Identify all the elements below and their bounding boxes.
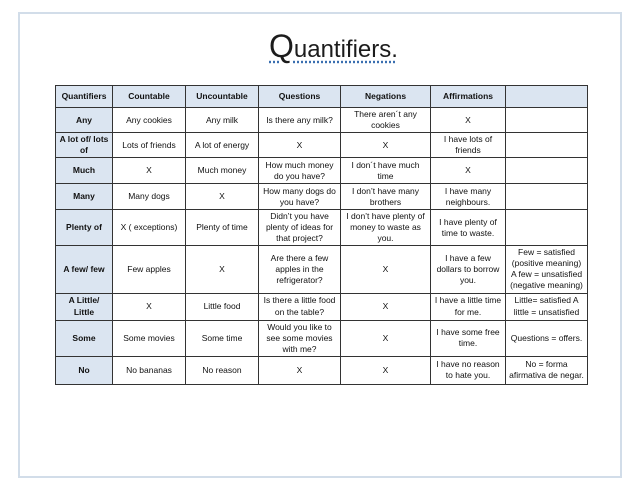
cell-affirmation: I have plenty of time to waste.	[431, 210, 506, 246]
row-quantifier: Any	[56, 108, 113, 133]
cell-negation: X	[341, 320, 431, 356]
row-quantifier: Some	[56, 320, 113, 356]
cell-question: X	[259, 356, 341, 384]
table-row	[56, 293, 588, 320]
cell-note: Little= satisfied A little = unsatisfied	[506, 293, 588, 320]
cell-negation: X	[341, 293, 431, 320]
cell-note: Questions = offers.	[506, 320, 588, 356]
cell-affirmation: I have no reason to hate you.	[431, 356, 506, 384]
row-quantifier: A Little/ Little	[56, 293, 113, 320]
cell-question: Would you like to see some movies with me?	[259, 320, 341, 356]
header-notes	[506, 86, 588, 108]
table-row	[56, 356, 588, 384]
cell-note	[506, 210, 588, 246]
cell-affirmation: I have lots of friends	[431, 133, 506, 158]
cell-note	[506, 158, 588, 184]
cell-uncountable: Little food	[186, 293, 259, 320]
cell-negation: I don´t have much time	[341, 158, 431, 184]
cell-uncountable: X	[186, 184, 259, 210]
cell-countable: Some movies	[113, 320, 186, 356]
cell-negation: I don’t have many brothers	[341, 184, 431, 210]
table-row	[56, 210, 588, 246]
header-questions: Questions	[259, 86, 341, 108]
table-row	[56, 320, 588, 356]
cell-question: Didn’t you have plenty of ideas for that project?	[259, 210, 341, 246]
cell-countable: X ( exceptions)	[113, 210, 186, 246]
cell-uncountable: A lot of energy	[186, 133, 259, 158]
cell-negation: X	[341, 246, 431, 293]
cell-negation: I don’t have plenty of money to waste as you.	[341, 210, 431, 246]
cell-question: How many dogs do you have?	[259, 184, 341, 210]
header-negations: Negations	[341, 86, 431, 108]
cell-countable: Few apples	[113, 246, 186, 293]
table-row	[56, 246, 588, 293]
cell-countable: X	[113, 158, 186, 184]
cell-affirmation: I have a little time for me.	[431, 293, 506, 320]
cell-uncountable: Much money	[186, 158, 259, 184]
cell-uncountable: X	[186, 246, 259, 293]
row-quantifier: Much	[56, 158, 113, 184]
cell-note: No = forma afirmativa de negar.	[506, 356, 588, 384]
table-row	[56, 108, 588, 133]
row-quantifier: A few/ few	[56, 246, 113, 293]
cell-question: Is there a little food on the table?	[259, 293, 341, 320]
cell-negation: X	[341, 356, 431, 384]
cell-uncountable: Any milk	[186, 108, 259, 133]
table-row	[56, 158, 588, 184]
cell-note	[506, 133, 588, 158]
cell-question: How much money do you have?	[259, 158, 341, 184]
cell-countable: Many dogs	[113, 184, 186, 210]
cell-affirmation: X	[431, 158, 506, 184]
cell-uncountable: Plenty of time	[186, 210, 259, 246]
title-capital-letter: Q	[269, 28, 294, 64]
header-quantifiers: Quantifiers	[56, 86, 113, 108]
header-countable: Countable	[113, 86, 186, 108]
cell-negation: There aren´t any cookies	[341, 108, 431, 133]
header-uncountable: Uncountable	[186, 86, 259, 108]
quantifiers-table	[55, 85, 588, 385]
header-affirmations: Affirmations	[431, 86, 506, 108]
cell-uncountable: Some time	[186, 320, 259, 356]
table-row	[56, 133, 588, 158]
row-quantifier: Plenty of	[56, 210, 113, 246]
cell-countable: X	[113, 293, 186, 320]
cell-affirmation: I have a few dollars to borrow you.	[431, 246, 506, 293]
cell-uncountable: No reason	[186, 356, 259, 384]
cell-affirmation: I have many neighbours.	[431, 184, 506, 210]
cell-question: Are there a few apples in the refrigerator?	[259, 246, 341, 293]
cell-countable: No bananas	[113, 356, 186, 384]
cell-negation: X	[341, 133, 431, 158]
cell-countable: Lots of friends	[113, 133, 186, 158]
row-quantifier: No	[56, 356, 113, 384]
cell-affirmation: X	[431, 108, 506, 133]
cell-question: Is there any milk?	[259, 108, 341, 133]
table-row	[56, 184, 588, 210]
title-rest: uantifiers.	[293, 36, 398, 63]
cell-question: X	[259, 133, 341, 158]
row-quantifier: Many	[56, 184, 113, 210]
page-title	[269, 30, 398, 62]
cell-countable: Any cookies	[113, 108, 186, 133]
cell-note: Few = satisfied (positive meaning) A few = unsatisfied (negative meaning)	[506, 246, 588, 293]
row-quantifier: A lot of/ lots of	[56, 133, 113, 158]
cell-affirmation: I have some free time.	[431, 320, 506, 356]
cell-note	[506, 108, 588, 133]
table-header-row	[56, 86, 588, 108]
cell-note	[506, 184, 588, 210]
